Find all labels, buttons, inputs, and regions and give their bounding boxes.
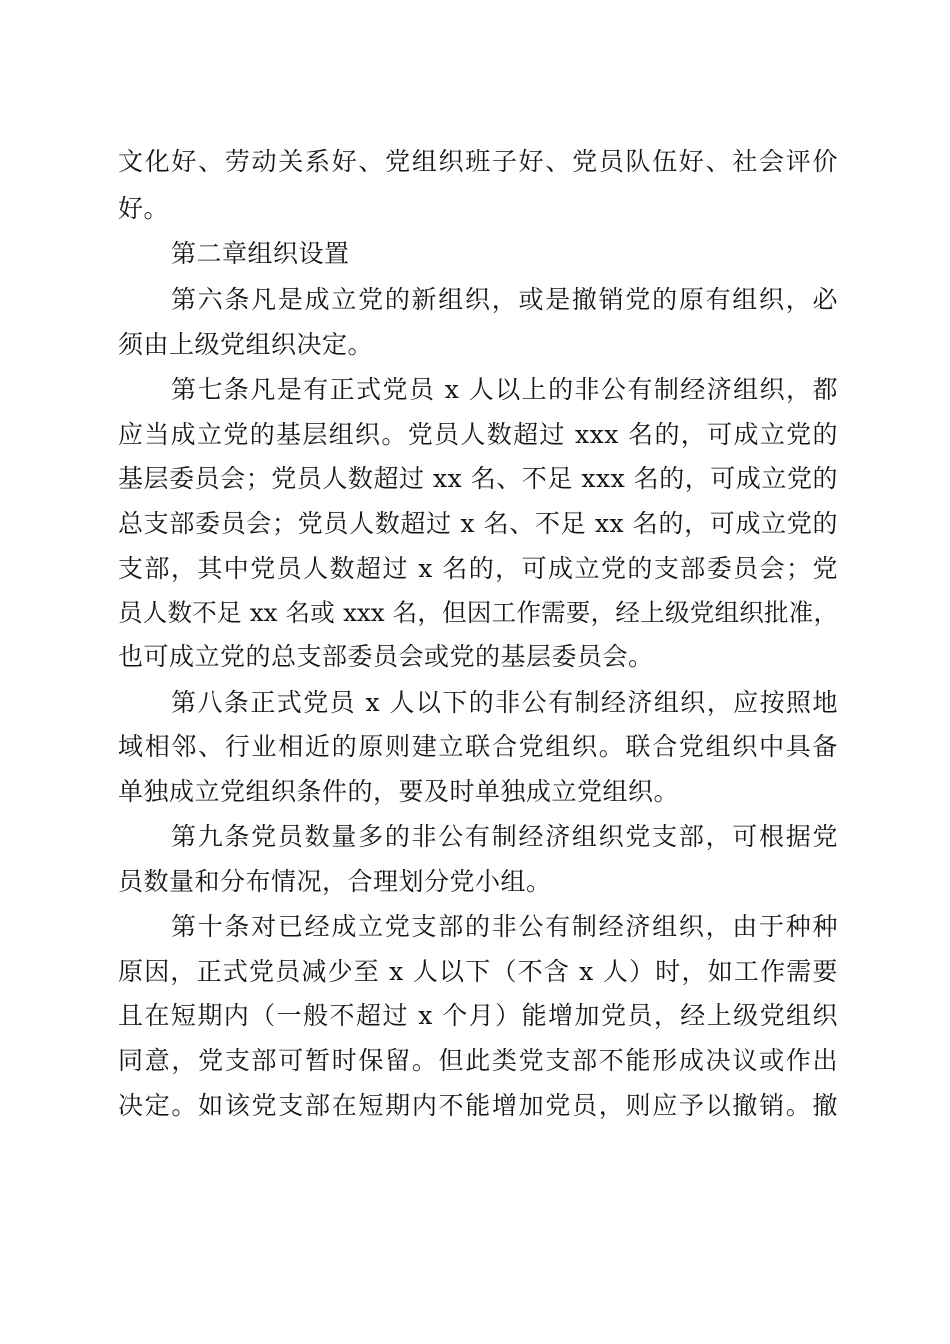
text-line: 且在短期内（一般不超过 x 个月）能增加党员，经上级党组织 bbox=[118, 1001, 838, 1030]
text-line: 总支部委员会；党员人数超过 x 名、不足 xx 名的，可成立党的 bbox=[118, 509, 838, 538]
text-line: 域相邻、行业相近的原则建立联合党组织。联合党组织中具备 bbox=[118, 732, 838, 761]
text-line: 第十条对已经成立党支部的非公有制经济组织，由于种种 bbox=[171, 912, 838, 941]
text-line: 第六条凡是成立党的新组织，或是撤销党的原有组织，必 bbox=[171, 285, 838, 314]
text-line: 须由上级党组织决定。 bbox=[118, 330, 374, 359]
text-line: 文化好、劳动关系好、党组织班子好、党员队伍好、社会评价 bbox=[118, 147, 838, 176]
text-line: 应当成立党的基层组织。党员人数超过 xxx 名的，可成立党的 bbox=[118, 420, 838, 449]
text-line: 同意，党支部可暂时保留。但此类党支部不能形成决议或作出 bbox=[118, 1046, 838, 1075]
text-line: 第七条凡是有正式党员 x 人以上的非公有制经济组织，都 bbox=[171, 375, 838, 404]
text-line: 支部，其中党员人数超过 x 名的，可成立党的支部委员会；党 bbox=[118, 554, 838, 583]
chapter-heading: 第二章组织设置 bbox=[171, 239, 350, 268]
text-line: 单独成立党组织条件的，要及时单独成立党组织。 bbox=[118, 777, 680, 806]
text-line: 好。 bbox=[118, 194, 170, 223]
text-line: 第八条正式党员 x 人以下的非公有制经济组织，应按照地 bbox=[171, 688, 838, 717]
text-line: 第九条党员数量多的非公有制经济组织党支部，可根据党 bbox=[171, 822, 838, 851]
text-line: 决定。如该党支部在短期内不能增加党员，则应予以撤销。撤 bbox=[118, 1091, 838, 1120]
text-line: 原因，正式党员减少至 x 人以下（不含 x 人）时，如工作需要 bbox=[118, 957, 838, 986]
text-line: 也可成立党的总支部委员会或党的基层委员会。 bbox=[118, 642, 654, 671]
text-line: 基层委员会；党员人数超过 xx 名、不足 xxx 名的，可成立党的 bbox=[118, 464, 838, 493]
text-line: 员数量和分布情况，合理划分党小组。 bbox=[118, 867, 552, 896]
text-line: 员人数不足 xx 名或 xxx 名，但因工作需要，经上级党组织批准， bbox=[118, 598, 838, 627]
